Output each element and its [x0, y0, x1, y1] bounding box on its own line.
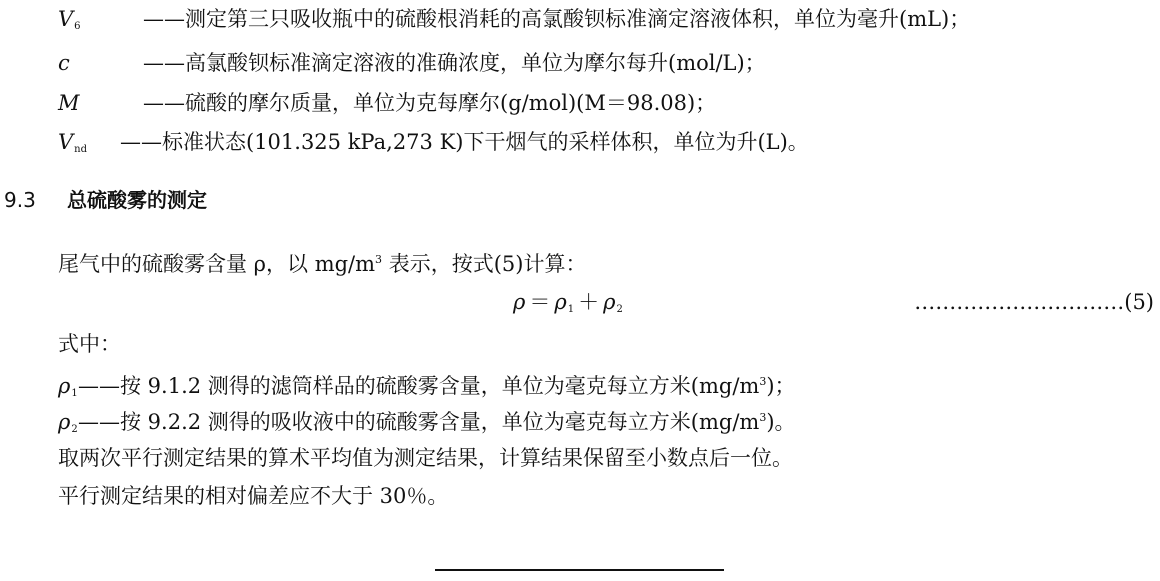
note-deviation: 平行测定结果的相对偏差应不大于 30％。: [58, 484, 449, 508]
definition-text: ——测定第三只吸收瓶中的硫酸根消耗的高氯酸钡标准滴定溶液体积，单位为毫升(mL)；: [143, 7, 971, 31]
symbol: $V_6$: [58, 7, 81, 32]
definition-vnd: [58, 127, 809, 165]
formula-row: [0, 287, 1160, 317]
where-label: 式中：: [58, 332, 121, 356]
section-heading: [4, 185, 207, 215]
end-divider: [435, 569, 724, 571]
equation-number: …………………………(5): [914, 290, 1154, 314]
definition-rho2: $\rho_2——$按 9.2.2 测得的吸收液中的硫酸雾含量，单位为毫克每立方米$(mg/m^3)$。: [58, 403, 796, 445]
symbol: c: [58, 51, 70, 75]
note-average: 取两次平行测定结果的算术平均值为测定结果，计算结果保留至小数点后一位。: [58, 446, 793, 470]
symbol: $\rho_2$: [58, 410, 78, 435]
definition-text: ——高氯酸钡标准滴定溶液的准确浓度，单位为摩尔每升(mol/L)；: [143, 51, 766, 75]
definition-m: [58, 88, 716, 126]
formula: $\rho = \rho_1 + \rho_2$: [513, 290, 623, 315]
section-number: 9.3: [4, 188, 36, 212]
symbol: $V_{nd}$: [58, 130, 88, 155]
definition-rho1: $\rho_1——$按 9.1.2 测得的滤筒样品的硫酸雾含量，单位为毫克每立方米$(mg/m^3)$；: [58, 367, 796, 409]
definition-text: ——标准状态(101.325 kPa,273 K)下干烟气的采样体积，单位为升(L)。: [120, 130, 809, 154]
symbol: M: [58, 91, 80, 115]
section-title: 总硫酸雾的测定: [67, 188, 207, 212]
superscript: 3: [375, 253, 383, 266]
definition-v6: [58, 4, 970, 42]
symbol: $\rho_1$: [58, 374, 78, 399]
definition-c: [58, 48, 766, 86]
intro-paragraph: 尾气中的硫酸雾含量 ρ，以 $mg/m^3$ 表示，按式(5)计算：: [58, 252, 587, 276]
definition-text: ——硫酸的摩尔质量，单位为克每摩尔(g/mol)(M＝98.08)；: [143, 91, 717, 115]
